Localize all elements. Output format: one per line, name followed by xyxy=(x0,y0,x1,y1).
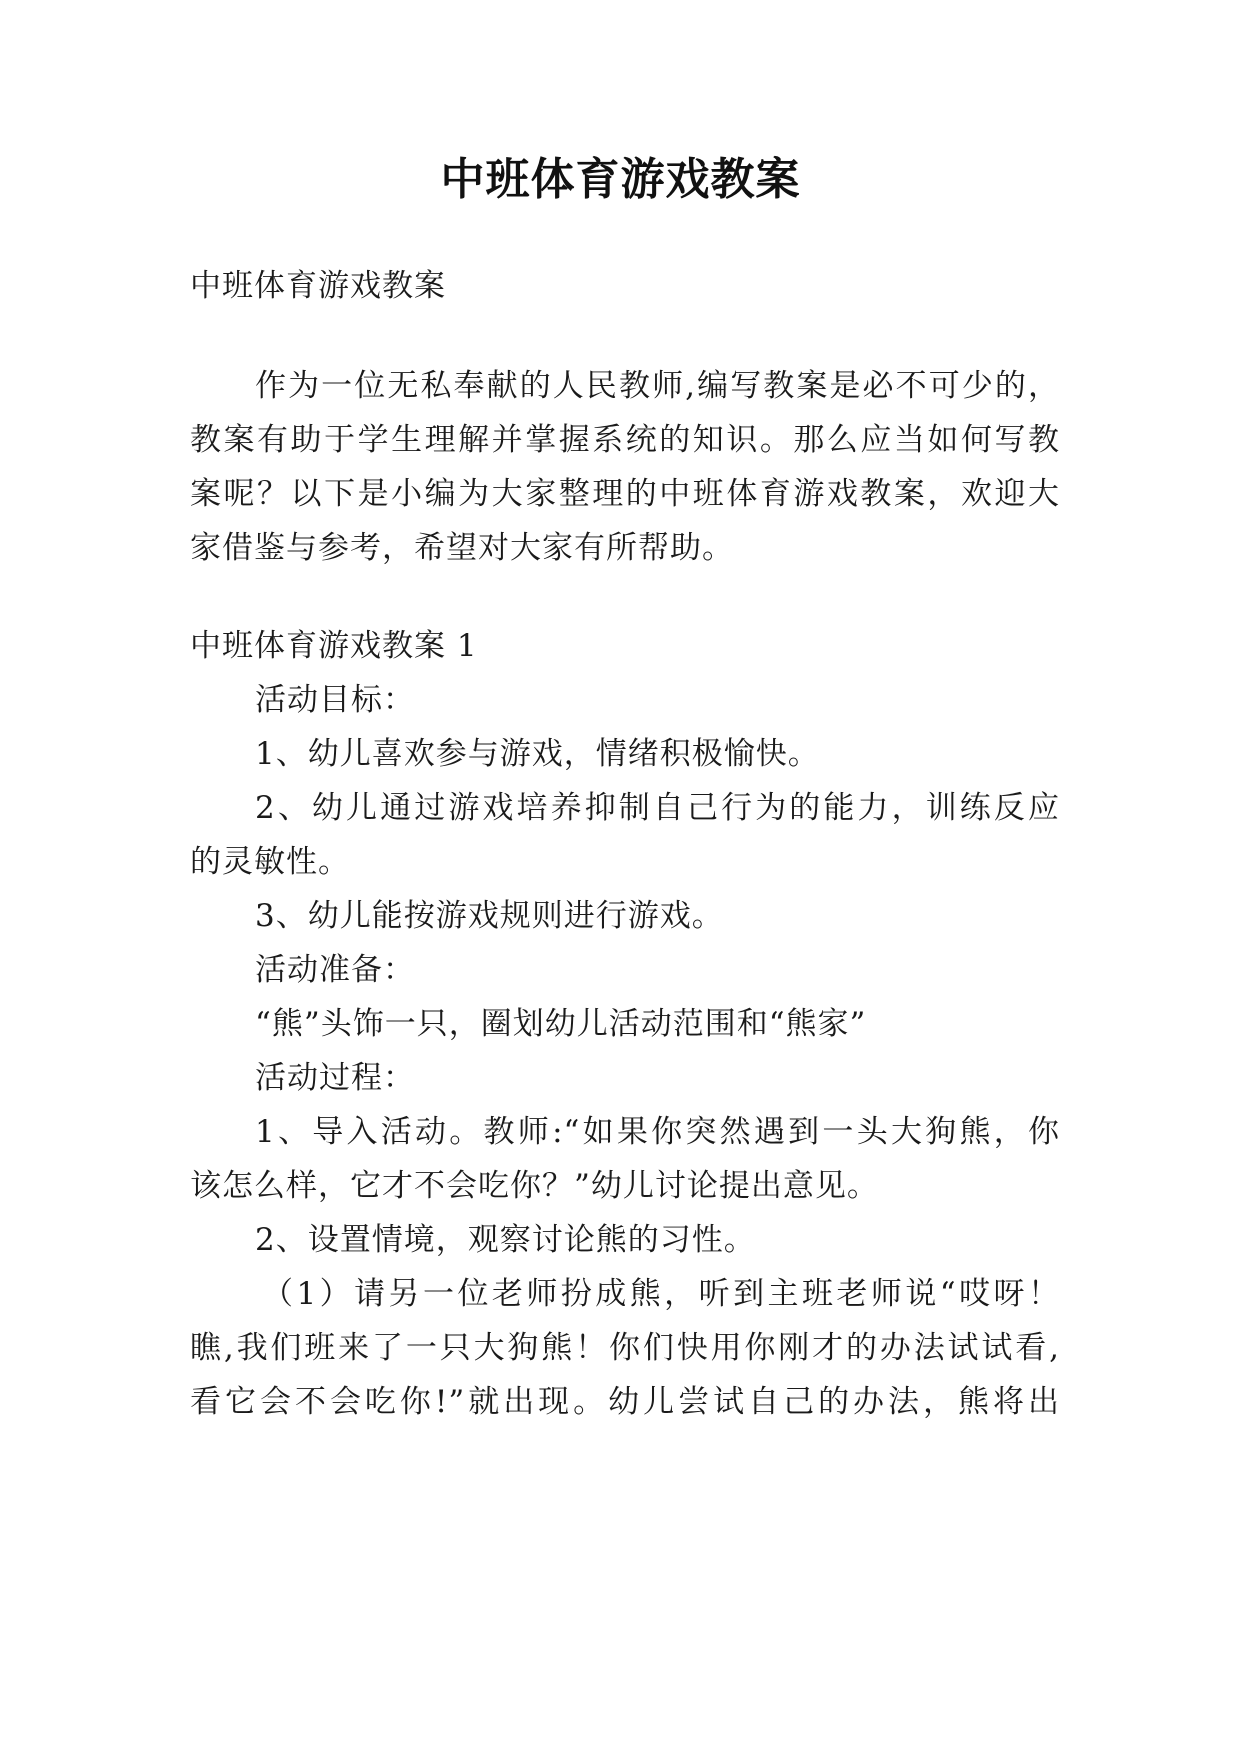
body-line-goal-2: 2、幼儿通过游戏培养抑制自己行为的能力，训练反应 xyxy=(255,790,1060,826)
body-line-activity-prep: 活动准备： xyxy=(255,952,415,988)
body-line-process-1-cont: 该怎么样，它才不会吃你？”幼儿讨论提出意见。 xyxy=(190,1168,879,1204)
body-line-process-2-1-cont-2: 看它会不会吃你!”就出现。幼儿尝试自己的办法，熊将出 xyxy=(190,1384,1060,1420)
intro-line-2: 教案有助于学生理解并掌握系统的知识。那么应当如何写教 xyxy=(190,422,1060,458)
body-line-activity-goals: 活动目标： xyxy=(255,682,415,718)
document-title: 中班体育游戏教案 xyxy=(440,154,801,205)
intro-line-1: 作为一位无私奉献的人民教师,编写教案是必不可少的， xyxy=(255,368,1060,404)
body-line-process-1: 1、导入活动。教师:“如果你突然遇到一头大狗熊，你 xyxy=(255,1114,1060,1150)
body-line-goal-3: 3、幼儿能按游戏规则进行游戏。 xyxy=(255,898,724,934)
body-line-process-2-1-cont: 瞧,我们班来了一只大狗熊！你们快用你刚才的办法试试看, xyxy=(190,1330,1060,1366)
intro-line-3: 案呢？以下是小编为大家整理的中班体育游戏教案，欢迎大 xyxy=(190,476,1060,512)
body-line-activity-process: 活动过程： xyxy=(255,1060,415,1096)
document-subtitle: 中班体育游戏教案 xyxy=(190,268,446,304)
body-line-goal-1: 1、幼儿喜欢参与游戏，情绪积极愉快。 xyxy=(255,736,820,772)
body-line-prep-detail: “熊”头饰一只，圈划幼儿活动范围和“熊家” xyxy=(255,1006,867,1042)
intro-line-4: 家借鉴与参考，希望对大家有所帮助。 xyxy=(190,530,734,566)
body-line-goal-2-cont: 的灵敏性。 xyxy=(190,844,350,880)
section-heading: 中班体育游戏教案 1 xyxy=(190,628,478,664)
body-line-process-2-1: （1）请另一位老师扮成熊，听到主班老师说“哎呀！ xyxy=(262,1276,1060,1312)
body-line-process-2: 2、设置情境，观察讨论熊的习性。 xyxy=(255,1222,756,1258)
